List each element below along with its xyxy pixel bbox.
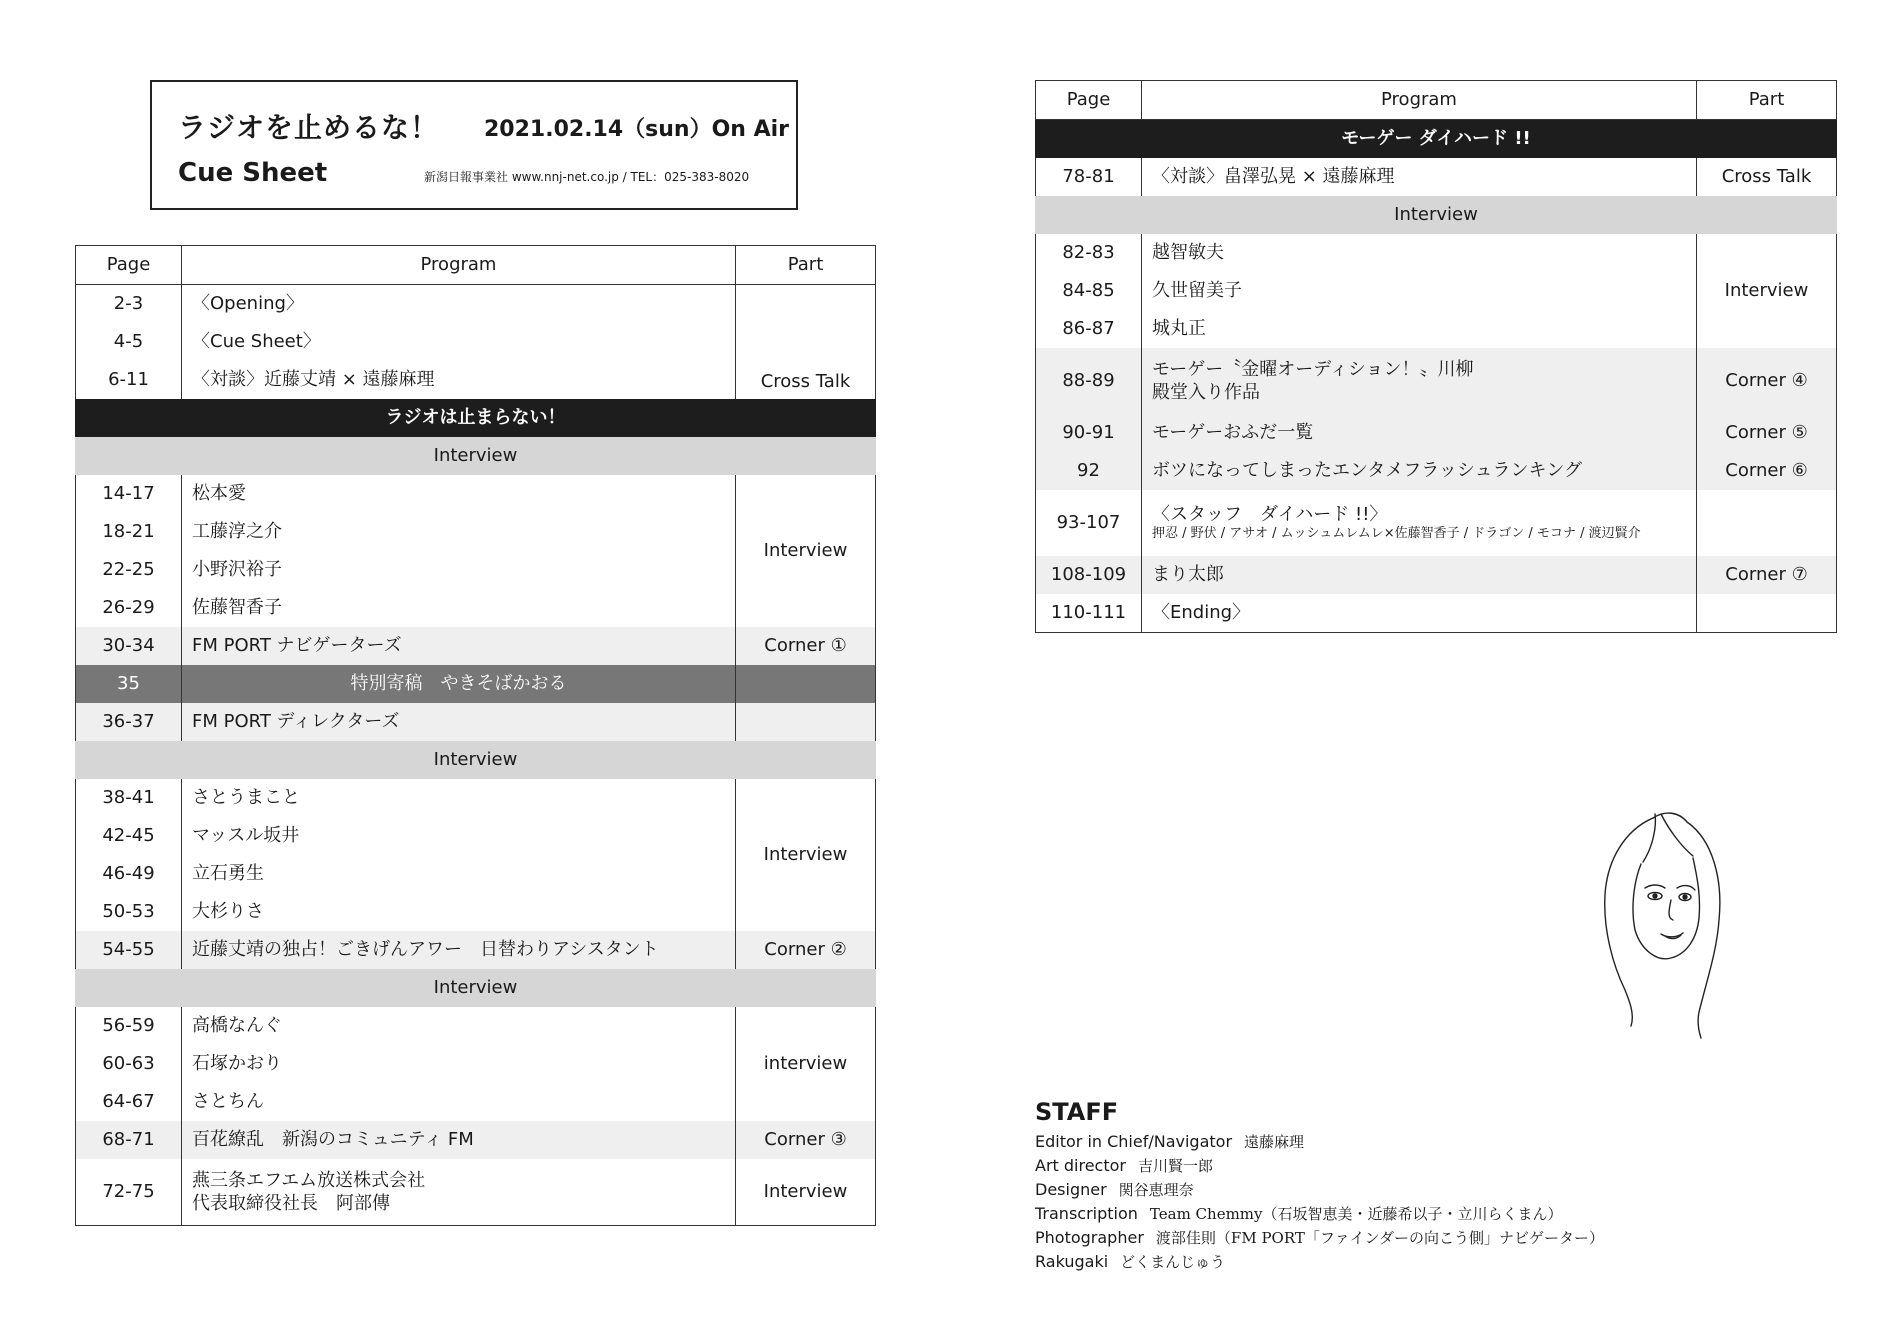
table-row (76, 703, 876, 741)
page-cell: 6-11 (76, 361, 182, 399)
staff-name: 吉川賢一郎 (1138, 1157, 1214, 1175)
page-cell: 4-5 (76, 323, 182, 361)
header-row (1036, 81, 1837, 120)
program-line: 燕三条エフエム放送株式会社 (192, 1169, 426, 1191)
part-cell: Interview (736, 475, 876, 627)
part-cell: Interview (1697, 234, 1837, 348)
staff-line (1035, 1130, 1604, 1154)
col-part: Part (1697, 81, 1837, 120)
program-cell: 百花繚乱 新潟のコミュニティ FM (182, 1121, 736, 1159)
part-cell: Corner ④ (1697, 348, 1837, 414)
page-cell: 50-53 (76, 893, 182, 931)
program-cell: 松本愛 (182, 475, 736, 513)
program-cell: ボツになってしまったエンタメフラッシュランキング (1142, 452, 1697, 490)
program-cell: 越智敏夫 (1142, 234, 1697, 272)
program-line: 〈スタッフ ダイハード !!〉 (1152, 503, 1388, 525)
program-cell: 〈Cue Sheet〉 (182, 323, 736, 361)
page-cell: 93-107 (1036, 490, 1142, 556)
subsection-title: Interview (76, 741, 876, 779)
page-cell: 35 (76, 665, 182, 703)
program-cell (1142, 348, 1697, 414)
page-cell: 14-17 (76, 475, 182, 513)
staff-name: どくまんじゅう (1120, 1253, 1226, 1271)
table-row (76, 285, 876, 324)
subsection-title: Interview (76, 969, 876, 1007)
program-cell: 〈対談〉近藤丈靖 × 遠藤麻理 (182, 361, 736, 399)
part-cell: Cross Talk (1697, 158, 1837, 196)
part-cell: Corner ⑥ (1697, 452, 1837, 490)
col-part: Part (736, 246, 876, 285)
staff-name: Team Chemmy（石坂智恵美・近藤希以子・立川らくまん） (1149, 1205, 1563, 1223)
program-line: 代表取締役社長 阿部傳 (192, 1193, 390, 1214)
program-cell: 高橋なんぐ (182, 1007, 736, 1045)
program-cell: 〈Opening〉 (182, 285, 736, 324)
part-cell: Interview (736, 1159, 876, 1226)
program-cell: 城丸正 (1142, 310, 1697, 348)
cue-table-right (1035, 80, 1837, 633)
table-row (76, 627, 876, 665)
staff-credits (1035, 1098, 1604, 1274)
section-title: ラジオは止まらない！ (76, 399, 876, 437)
page-cell: 84-85 (1036, 272, 1142, 310)
staff-line (1035, 1202, 1604, 1226)
table-row (1036, 594, 1837, 633)
table-row (1036, 490, 1837, 556)
subsection-header (76, 969, 876, 1007)
staff-line (1035, 1226, 1604, 1250)
page-cell: 38-41 (76, 779, 182, 817)
page-cell: 64-67 (76, 1083, 182, 1121)
page-cell: 86-87 (1036, 310, 1142, 348)
staff-role: Designer (1035, 1180, 1107, 1199)
table-row (1036, 556, 1837, 594)
subsection-header (76, 741, 876, 779)
page-cell: 92 (1036, 452, 1142, 490)
staff-name: 関谷恵理奈 (1118, 1181, 1194, 1199)
program-cell: 大杉りさ (182, 893, 736, 931)
page-cell: 18-21 (76, 513, 182, 551)
part-cell (736, 703, 876, 741)
page-cell: 30-34 (76, 627, 182, 665)
table-row (1036, 348, 1837, 414)
part-cell: Corner ① (736, 627, 876, 665)
page-cell: 82-83 (1036, 234, 1142, 272)
table-row (76, 1121, 876, 1159)
program-cell: マッスル坂井 (182, 817, 736, 855)
col-program: Program (1142, 81, 1697, 120)
table-row (76, 1159, 876, 1226)
part-cell: interview (736, 1007, 876, 1121)
table-row (76, 665, 876, 703)
program-cell: さとうまこと (182, 779, 736, 817)
table-row (76, 931, 876, 969)
page-cell: 90-91 (1036, 414, 1142, 452)
table-row (76, 779, 876, 817)
staff-role: Photographer (1035, 1228, 1144, 1247)
table-row (1036, 414, 1837, 452)
program-cell: 立石勇生 (182, 855, 736, 893)
page-cell: 26-29 (76, 589, 182, 627)
page-cell: 78-81 (1036, 158, 1142, 196)
page-cell: 110-111 (1036, 594, 1142, 633)
section-header (1036, 120, 1837, 159)
program-cell: 久世留美子 (1142, 272, 1697, 310)
staff-line (1035, 1250, 1604, 1274)
page-cell: 68-71 (76, 1121, 182, 1159)
magazine-title: ラジオを止めるな！ (178, 111, 440, 144)
staff-line (1035, 1154, 1604, 1178)
page-cell: 56-59 (76, 1007, 182, 1045)
page-cell: 60-63 (76, 1045, 182, 1083)
part-cell: Corner ⑤ (1697, 414, 1837, 452)
page-cell: 54-55 (76, 931, 182, 969)
part-cell: Corner ⑦ (1697, 556, 1837, 594)
program-line: 押忍 / 野伏 / アサオ / ムッシュムレムレ×佐藤智香子 / ドラゴン / モコナ / 渡辺賢介 (1152, 526, 1641, 542)
face-sketch-icon (1595, 800, 1735, 1040)
part-cell: Interview (736, 779, 876, 931)
cue-sheet-heading: Cue Sheet (178, 158, 328, 188)
staff-name: 遠藤麻理 (1244, 1133, 1305, 1151)
section-header (76, 399, 876, 437)
staff-heading: STAFF (1035, 1098, 1119, 1126)
program-cell: FM PORT ナビゲーターズ (182, 627, 736, 665)
table-row (1036, 452, 1837, 490)
staff-line (1035, 1178, 1604, 1202)
part-cell: Corner ② (736, 931, 876, 969)
staff-role: Editor in Chief/Navigator (1035, 1132, 1233, 1151)
program-cell: 特別寄稿 やきそばかおる (182, 665, 736, 703)
title-box (150, 80, 798, 210)
page-cell: 46-49 (76, 855, 182, 893)
page-cell: 22-25 (76, 551, 182, 589)
program-line: 殿堂入り作品 (1152, 382, 1260, 403)
program-cell (182, 1159, 736, 1226)
col-page: Page (76, 246, 182, 285)
page-cell: 108-109 (1036, 556, 1142, 594)
page-cell: 72-75 (76, 1159, 182, 1226)
page-cell: 88-89 (1036, 348, 1142, 414)
col-page: Page (1036, 81, 1142, 120)
subsection-header (76, 437, 876, 475)
program-cell: モーゲーおふだ一覧 (1142, 414, 1697, 452)
section-title: モーゲー ダイハード !! (1036, 120, 1837, 159)
part-cell: Corner ③ (736, 1121, 876, 1159)
program-cell: 佐藤智香子 (182, 589, 736, 627)
subsection-header (1036, 196, 1837, 234)
program-cell: 近藤丈靖の独占！ごきげんアワー 日替わりアシスタント (182, 931, 736, 969)
table-row (76, 1007, 876, 1045)
table-row (1036, 158, 1837, 196)
part-cell: Cross Talk (736, 285, 876, 400)
publisher-info: 新潟日報事業社 www.nnj-net.co.jp / TEL：025-383-8020 (424, 170, 750, 184)
staff-role: Transcription (1035, 1204, 1138, 1223)
table-row (1036, 234, 1837, 272)
program-line: モーゲー〝金曜オーディション！〟川柳 (1152, 358, 1474, 380)
program-cell: 〈対談〉畠澤弘晃 × 遠藤麻理 (1142, 158, 1697, 196)
staff-name: 渡部佳則（FM PORT「ファインダーの向こう側」ナビゲーター） (1155, 1229, 1604, 1247)
page-cell: 36-37 (76, 703, 182, 741)
header-row (76, 246, 876, 285)
on-air-date: 2021.02.14（sun）On Air (484, 117, 790, 142)
program-cell (1142, 490, 1697, 556)
subsection-title: Interview (76, 437, 876, 475)
table-row (76, 475, 876, 513)
part-cell (736, 665, 876, 703)
program-cell: 小野沢裕子 (182, 551, 736, 589)
page-cell: 2-3 (76, 285, 182, 324)
subsection-title: Interview (1036, 196, 1837, 234)
program-cell: まり太郎 (1142, 556, 1697, 594)
part-cell (1697, 490, 1837, 556)
staff-role: Art director (1035, 1156, 1126, 1175)
staff-role: Rakugaki (1035, 1252, 1109, 1271)
cue-table-left (75, 245, 876, 1226)
program-cell: さとちん (182, 1083, 736, 1121)
part-cell (1697, 594, 1837, 633)
program-cell: FM PORT ディレクターズ (182, 703, 736, 741)
program-cell: 〈Ending〉 (1142, 594, 1697, 633)
program-cell: 石塚かおり (182, 1045, 736, 1083)
page-cell: 42-45 (76, 817, 182, 855)
program-cell: 工藤淳之介 (182, 513, 736, 551)
col-program: Program (182, 246, 736, 285)
